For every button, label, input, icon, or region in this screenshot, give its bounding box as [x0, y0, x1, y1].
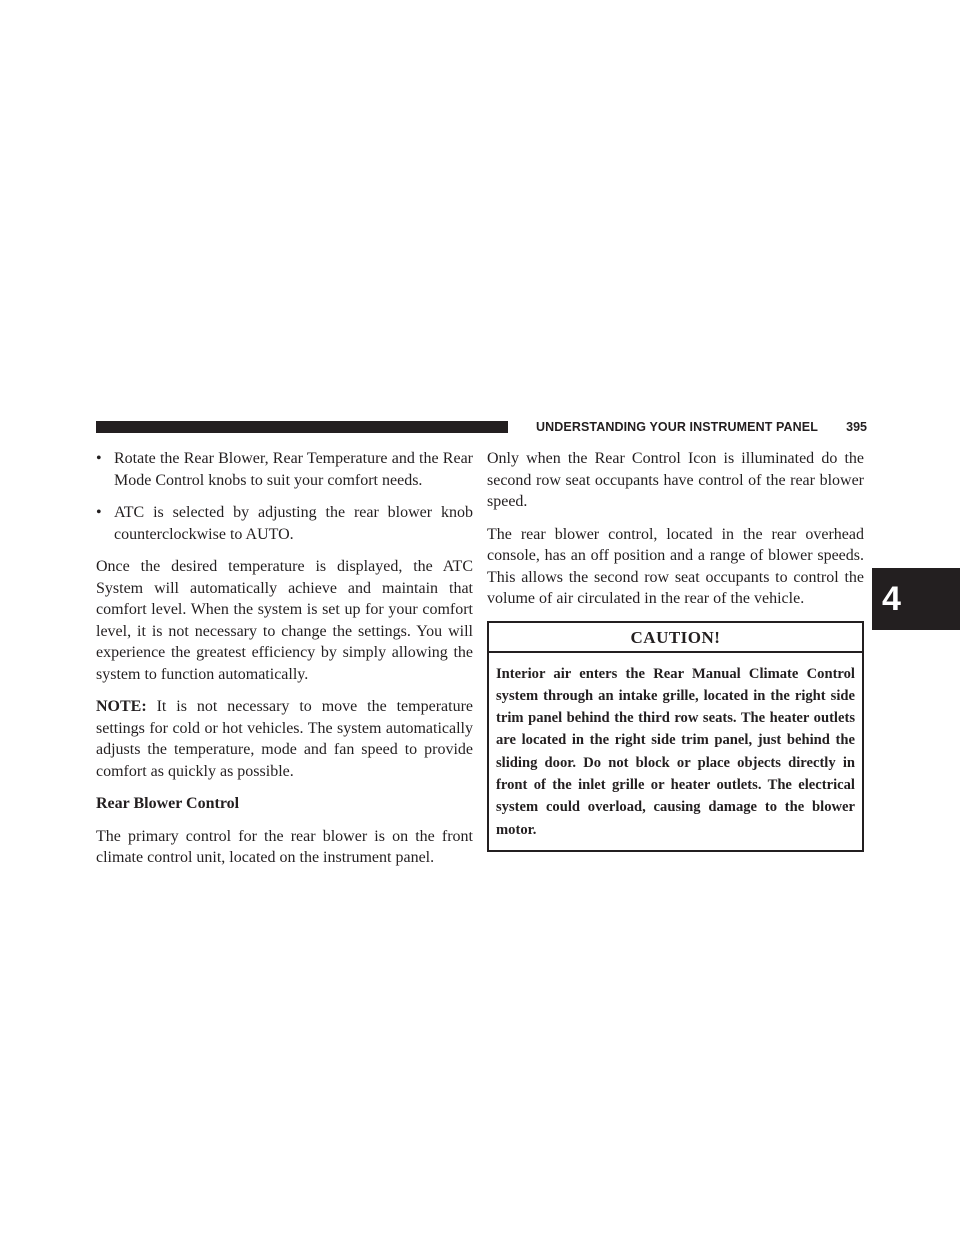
chapter-tab — [872, 568, 960, 630]
right-column — [487, 448, 864, 852]
page-number: 395 — [846, 420, 867, 434]
chapter-number: 4 — [882, 580, 901, 618]
caution-title: CAUTION! — [489, 623, 862, 653]
list-item — [96, 502, 473, 545]
note-label: NOTE: — [96, 698, 147, 715]
bullet-icon: • — [96, 504, 102, 521]
section-heading: Rear Blower Control — [96, 795, 240, 812]
header-rule — [96, 421, 508, 433]
note-text: It is not necessary to move the temperature settings for cold or hot vehicles. The system automatically adjusts the temperature, mode and fan speed to provide comfort as quickly as possible. — [96, 698, 474, 780]
caution-text: Interior air enters the Rear Manual Climate Control system through an intake grille, located in the right side trim panel behind the third row seats. The heater outlets are located in the right side trim panel, just behind the sliding door. Do not block or place objects directly in front of the inlet grille or heater outlets. The electrical system could overload, causing damage to the blower motor. — [496, 665, 855, 838]
list-item-text: ATC is selected by adjusting the rear blower knob counterclockwise to AUTO. — [114, 504, 473, 543]
running-header-title: UNDERSTANDING YOUR INSTRUMENT PANEL — [536, 420, 818, 434]
bullet-list — [96, 448, 473, 545]
caution-box — [487, 621, 864, 852]
list-item-text: Rotate the Rear Blower, Rear Temperature and the Rear Mode Control knobs to suit your comfort needs. — [114, 450, 473, 489]
body-paragraph: The rear blower control, located in the rear overhead console, has an off position and a range of blower speeds. This allows the second row seat occupants to control the volume of air circulated in the rear of the vehicle. — [487, 525, 864, 607]
left-column — [96, 448, 473, 880]
body-paragraph: Once the desired temperature is displayed, the ATC System will automatically achieve and maintain that comfort level. When the system is set up for your comfort level, it is not necessary to change the settings. You will experience the greatest efficiency by simply allowing the system to function automatically. — [96, 558, 473, 683]
list-item — [96, 448, 473, 491]
note-paragraph — [96, 696, 473, 782]
body-paragraph: The primary control for the rear blower is on the front climate control unit, located on the instrument panel. — [96, 827, 473, 866]
bullet-icon: • — [96, 450, 102, 467]
body-paragraph: Only when the Rear Control Icon is illuminated do the second row seat occupants have control of the rear blower speed. — [487, 450, 864, 510]
